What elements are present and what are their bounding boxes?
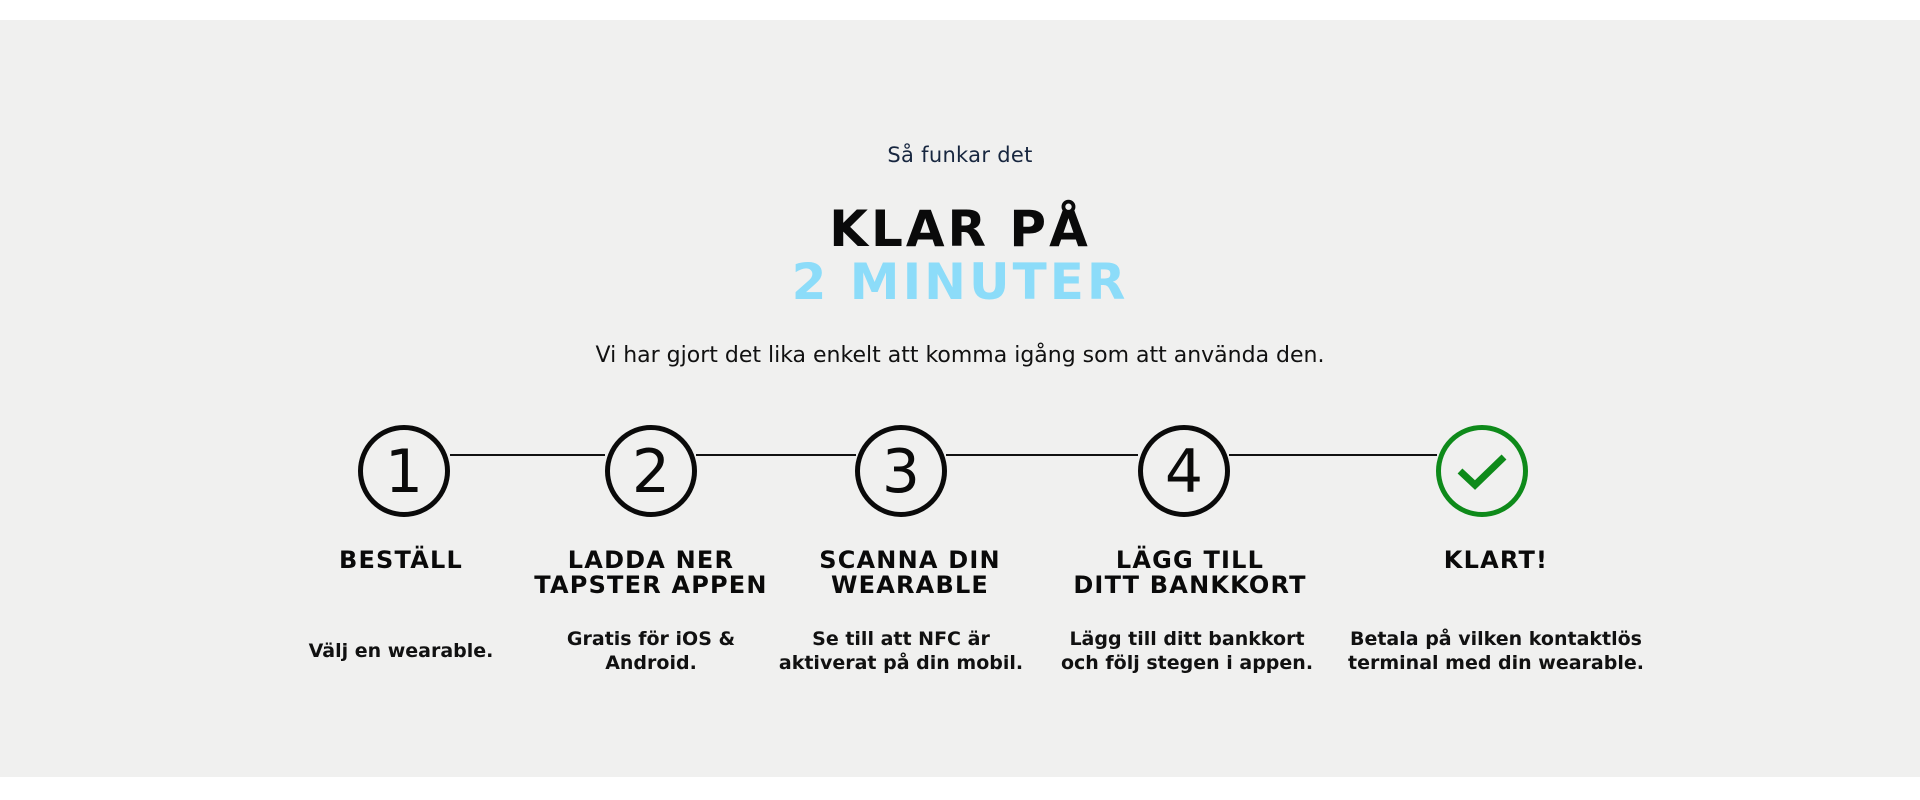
step-5-circle: [1436, 425, 1528, 517]
checkmark-icon: [1456, 451, 1508, 491]
section-eyebrow: Så funkar det: [887, 143, 1033, 167]
step-5-title: KLART!: [1443, 546, 1549, 574]
step-4-description: [1037, 626, 1337, 676]
step-2-number: 2: [631, 437, 671, 507]
step-2-description-text: Gratis för iOS & Android.: [566, 628, 736, 674]
step-connector-3-4: [946, 454, 1138, 456]
step-connector-2-3: [696, 454, 856, 456]
step-3-description-text: Se till att NFC är aktiverat på din mobil.: [778, 628, 1024, 674]
step-5-description: [1336, 626, 1656, 676]
step-2-circle: [605, 425, 697, 517]
step-1-circle: [358, 425, 450, 517]
step-connector-1-2: [450, 454, 605, 456]
headline-line-2: 2 MINUTER: [791, 253, 1129, 311]
step-connector-4-5: [1229, 454, 1437, 456]
step-3-title: SCANNA DIN WEARABLE: [819, 546, 1001, 599]
step-3-description: [751, 626, 1051, 676]
section-subtitle: Vi har gjort det lika enkelt att komma igång som att använda den.: [595, 343, 1325, 368]
step-4-number: 4: [1164, 437, 1204, 507]
step-1-number: 1: [384, 437, 424, 507]
step-3-circle: [855, 425, 947, 517]
headline-line-1: KLAR PÅ: [829, 200, 1091, 258]
step-5-description-text: Betala på vilken kontaktlös terminal med din wearable.: [1348, 628, 1644, 674]
step-4-description-text: Lägg till ditt bankkort och följ stegen i appen.: [1060, 628, 1314, 674]
step-1-description-text: Välj en wearable.: [308, 640, 494, 662]
how-it-works-section: [0, 20, 1920, 777]
step-4-circle: [1138, 425, 1230, 517]
step-4-title: LÄGG TILL DITT BANKKORT: [1073, 546, 1307, 599]
step-1-title: BESTÄLL: [338, 546, 464, 574]
step-3-number: 3: [881, 437, 921, 507]
step-2-title: LADDA NER TAPSTER APPEN: [534, 546, 768, 599]
